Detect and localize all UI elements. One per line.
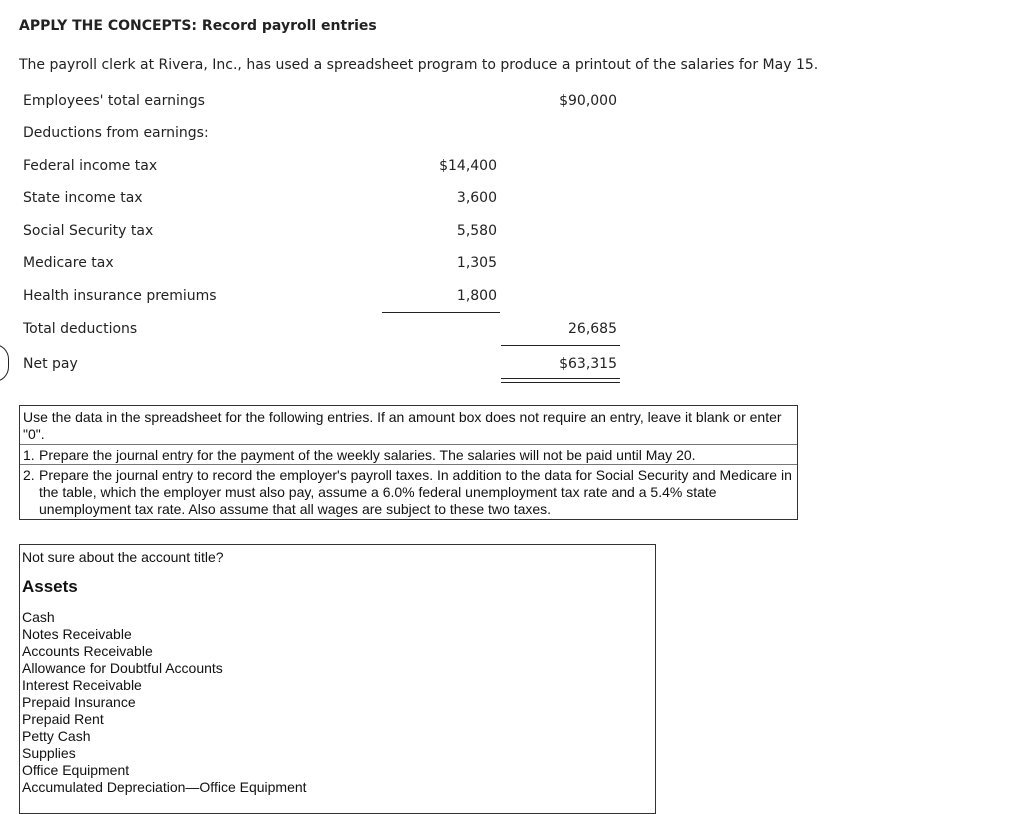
total-deductions-row bbox=[23, 321, 623, 341]
deduction-row bbox=[23, 190, 623, 210]
net-pay-row bbox=[23, 356, 623, 376]
deduction-row bbox=[23, 158, 623, 178]
account-item[interactable]: Notes Receivable bbox=[22, 626, 132, 642]
deductions-heading-row bbox=[23, 125, 623, 145]
account-item[interactable]: Supplies bbox=[22, 745, 76, 761]
deduction-value: $14,400 bbox=[439, 158, 497, 174]
instructions-intro: Use the data in the spreadsheet for the following entries. If an amount box does not require an entry, leave it blank or enter "0". bbox=[23, 409, 782, 442]
deduction-value: 3,600 bbox=[456, 190, 497, 206]
assets-heading: Assets bbox=[22, 577, 78, 596]
account-item[interactable]: Accumulated Depreciation—Office Equipment bbox=[22, 779, 307, 795]
page-title: APPLY THE CONCEPTS: Record payroll entries bbox=[19, 18, 377, 34]
account-item[interactable]: Office Equipment bbox=[22, 762, 130, 778]
net-pay-double-rule-top bbox=[501, 378, 620, 379]
instruction-number: 1. bbox=[23, 447, 35, 463]
deduction-row bbox=[23, 255, 623, 275]
deduction-label: Federal income tax bbox=[23, 158, 158, 174]
subtotal-rule bbox=[382, 312, 500, 313]
instruction-text: Prepare the journal entry to record the employer's payroll taxes. In addition to the data for Social Security and Medicare in the table, which the employer must also pay, assume a 6.0% federal unemployment tax rate and a 5.4% state unemployment tax rate. Also assume that all wages are subject to these two taxes. bbox=[39, 467, 792, 517]
net-pay-label: Net pay bbox=[23, 356, 78, 372]
instruction-item bbox=[20, 465, 797, 518]
net-pay-value: $63,315 bbox=[559, 356, 617, 372]
account-titles-panel[interactable] bbox=[19, 544, 656, 814]
instruction-text: Prepare the journal entry for the payment of the weekly salaries. The salaries will not be paid until May 20. bbox=[39, 447, 696, 463]
account-item[interactable]: Prepaid Insurance bbox=[22, 694, 136, 710]
total-rule bbox=[501, 345, 620, 346]
edge-tab-curve bbox=[0, 344, 9, 382]
deduction-row bbox=[23, 288, 623, 308]
instruction-number: 2. bbox=[23, 467, 35, 483]
instructions-box bbox=[19, 405, 798, 520]
deduction-label: Medicare tax bbox=[23, 255, 114, 271]
account-titles-hint: Not sure about the account title? bbox=[22, 549, 224, 565]
deduction-label: Health insurance premiums bbox=[23, 288, 217, 304]
deduction-label: Social Security tax bbox=[23, 223, 154, 239]
net-pay-double-rule-bottom bbox=[501, 382, 620, 383]
account-item[interactable]: Interest Receivable bbox=[22, 677, 142, 693]
total-earnings-label: Employees' total earnings bbox=[23, 93, 205, 109]
total-earnings-row bbox=[23, 93, 623, 113]
total-earnings-value: $90,000 bbox=[559, 93, 617, 109]
deduction-value: 1,305 bbox=[456, 255, 497, 271]
account-item[interactable]: Accounts Receivable bbox=[22, 643, 153, 659]
deduction-label: State income tax bbox=[23, 190, 143, 206]
account-item[interactable]: Cash bbox=[22, 609, 55, 625]
account-item[interactable]: Prepaid Rent bbox=[22, 711, 104, 727]
intro-text: The payroll clerk at Rivera, Inc., has used a spreadsheet program to produce a printout of the salaries for May 15. bbox=[19, 57, 819, 73]
deduction-row bbox=[23, 223, 623, 243]
assets-list bbox=[20, 609, 655, 796]
account-item[interactable]: Allowance for Doubtful Accounts bbox=[22, 660, 223, 676]
deduction-value: 1,800 bbox=[456, 288, 497, 304]
instruction-item bbox=[20, 445, 797, 464]
deduction-value: 5,580 bbox=[456, 223, 497, 239]
account-item[interactable]: Petty Cash bbox=[22, 728, 91, 744]
deductions-heading: Deductions from earnings: bbox=[23, 125, 209, 141]
total-deductions-value: 26,685 bbox=[568, 321, 617, 337]
total-deductions-label: Total deductions bbox=[23, 321, 138, 337]
